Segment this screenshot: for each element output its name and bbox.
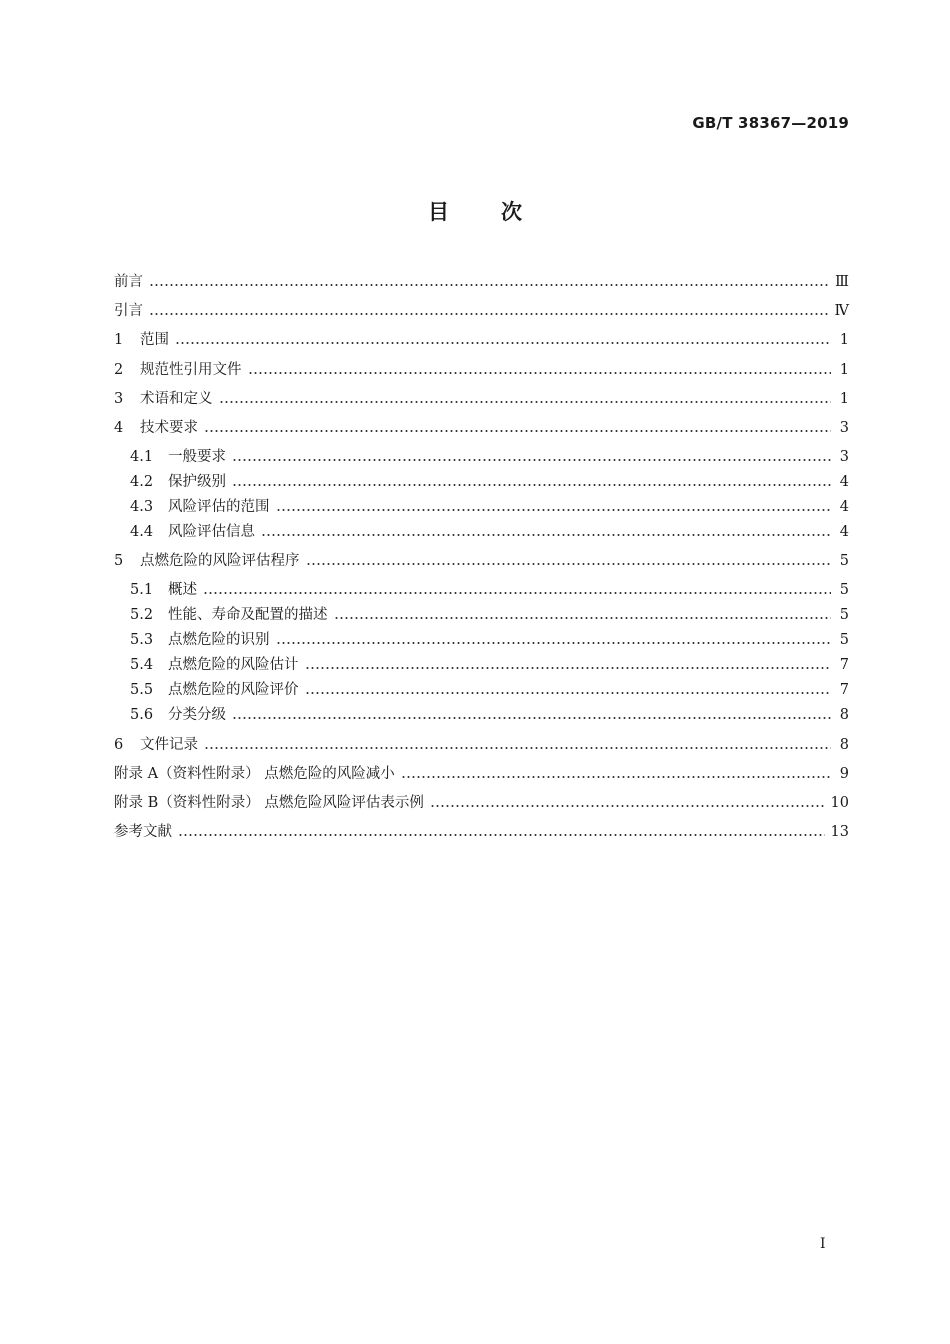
toc-entry-label: 范围 [140,332,169,348]
toc-entry-number: 5.2 [130,607,154,623]
toc-entry[interactable] [130,578,849,602]
toc-entry-page: 7 [839,682,849,698]
toc-entry-page: Ⅳ [834,303,849,319]
toc-entry-label: 前言 [114,274,143,290]
standard-code: GB/T 38367—2019 [692,114,849,132]
toc-entry-label: 规范性引用文件 [140,362,242,378]
toc-entry[interactable] [114,416,849,440]
dot-leader [306,563,832,565]
toc-entry[interactable] [114,387,849,411]
toc-entry[interactable] [114,820,849,844]
toc-entry-number: 4.4 [130,524,154,540]
dot-leader [232,459,831,461]
dot-leader [178,834,825,836]
toc-entry-page: Ⅲ [835,274,849,290]
toc-entry-label: 点燃危险的风险评估程序 [140,553,300,569]
toc-entry-number: 3 [114,391,124,407]
toc-entry[interactable] [130,445,849,469]
dot-leader [204,430,831,432]
toc-entry-label: 分类分级 [168,707,226,723]
toc-entry-page: 13 [830,824,849,840]
toc-entry-page: 7 [839,657,849,673]
toc-entry-page: 4 [839,499,849,515]
toc-entry-page: 5 [839,553,849,569]
dot-leader [401,776,831,778]
dot-leader [305,667,832,669]
toc-entry[interactable] [114,328,849,352]
toc-entry-page: 1 [839,332,849,348]
toc-entry-label: 点燃危险的识别 [168,632,270,648]
toc-entry-label: 概述 [168,582,197,598]
toc-entry[interactable] [114,549,849,573]
toc-entry-label: 文件记录 [140,737,198,753]
toc-entry[interactable] [114,791,849,815]
dot-leader [276,642,832,644]
toc-entry[interactable] [130,653,849,677]
title-char-2: 次 [501,200,522,224]
toc-entry-number: 4 [114,420,124,436]
dot-leader [430,805,825,807]
toc-entry[interactable] [114,358,849,382]
toc-entry[interactable] [130,603,849,627]
toc-entry-label: 一般要求 [168,449,226,465]
toc-entry-page: 5 [839,582,849,598]
toc-entry[interactable] [114,733,849,757]
dot-leader [248,372,832,374]
footer-page-number: Ⅰ [820,1236,826,1252]
dot-leader [232,484,831,486]
toc-entry-label: 技术要求 [140,420,198,436]
toc-entry-label: 附录 B（资料性附录） 点燃危险风险评估表示例 [114,795,424,811]
toc-entry[interactable] [130,678,849,702]
toc-entry-page: 3 [839,420,849,436]
toc-entry-number: 4.2 [130,474,154,490]
toc-entry-number: 5.5 [130,682,154,698]
toc-entry-label: 点燃危险的风险评价 [168,682,299,698]
toc-entry-number: 4.1 [130,449,154,465]
toc-entry-page: 8 [839,707,849,723]
dot-leader [149,284,829,286]
toc-entry-number: 4.3 [130,499,154,515]
toc-entry-label: 术语和定义 [140,391,213,407]
toc-entry[interactable] [114,270,849,294]
dot-leader [219,401,832,403]
dot-leader [203,592,831,594]
toc-entry-label: 引言 [114,303,143,319]
dot-leader [204,747,831,749]
toc-entry-number: 5.4 [130,657,154,673]
toc-entry-page: 9 [839,766,849,782]
toc-entry[interactable] [130,628,849,652]
dot-leader [232,717,831,719]
toc-entry-page: 1 [839,391,849,407]
toc-entry-number: 5.6 [130,707,154,723]
dot-leader [305,692,832,694]
toc-entry[interactable] [130,495,849,519]
title-char-1: 目 [428,200,449,224]
toc-entry-label: 点燃危险的风险估计 [168,657,299,673]
toc-entry-page: 5 [839,632,849,648]
toc-entry-number: 1 [114,332,124,348]
toc-entry-page: 4 [839,524,849,540]
toc-entry[interactable] [130,470,849,494]
toc-entry-label: 风险评估的范围 [168,499,270,515]
toc-entry[interactable] [130,703,849,727]
toc-entry[interactable] [114,299,849,323]
dot-leader [334,617,832,619]
toc-entry-number: 2 [114,362,124,378]
toc-entry-label: 附录 A（资料性附录） 点燃危险的风险减小 [114,766,395,782]
dot-leader [276,509,832,511]
toc-entry-page: 4 [839,474,849,490]
toc-entry-page: 1 [839,362,849,378]
toc-entry-label: 保护级别 [168,474,226,490]
toc-entry-page: 3 [839,449,849,465]
toc-entry-number: 5.1 [130,582,154,598]
toc-entry-page: 8 [839,737,849,753]
dot-leader [149,313,829,315]
toc-entry-label: 参考文献 [114,824,172,840]
dot-leader [261,534,831,536]
toc-entry-label: 性能、寿命及配置的描述 [168,607,328,623]
toc-entry[interactable] [114,762,849,786]
dot-leader [175,342,831,344]
page-title [0,196,950,226]
toc-entry-number: 6 [114,737,124,753]
toc-entry-number: 5 [114,553,124,569]
toc-entry[interactable] [130,520,849,544]
toc-entry-page: 10 [830,795,849,811]
toc-entry-label: 风险评估信息 [168,524,255,540]
toc-entry-page: 5 [839,607,849,623]
toc-entry-number: 5.3 [130,632,154,648]
